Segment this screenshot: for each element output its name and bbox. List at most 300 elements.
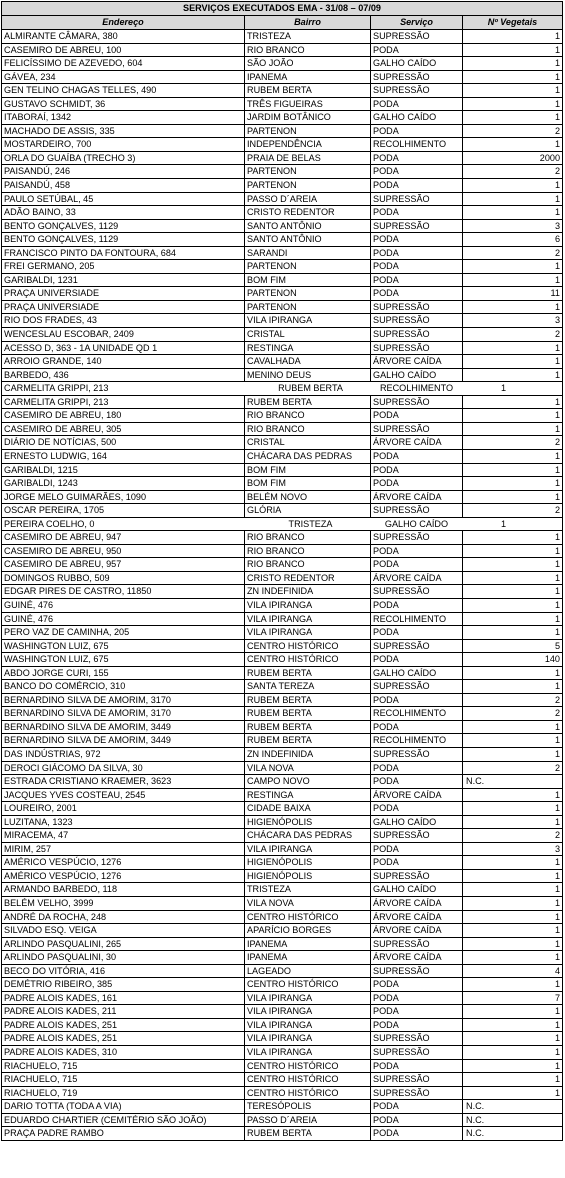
table-row: [2, 734, 562, 748]
cell-bairro: RESTINGA: [245, 789, 371, 802]
cell-endereco: DEROCI GIÁCOMO DA SILVA, 30: [2, 762, 245, 775]
cell-servico: SUPRESSÃO: [371, 585, 463, 598]
cell-endereco: BERNARDINO SILVA DE AMORIM, 3449: [2, 734, 245, 747]
table-row: [2, 599, 562, 613]
table-row: [2, 355, 562, 369]
cell-servico: ÁRVORE CAÍDA: [371, 924, 463, 937]
table-row: [2, 721, 562, 735]
cell-endereco: PRAÇA UNIVERSIADE: [2, 301, 245, 314]
cell-bairro: CENTRO HISTÓRICO: [245, 1060, 371, 1073]
services-table: [1, 1, 563, 1141]
cell-endereco: BENTO GONÇALVES, 1129: [2, 220, 245, 233]
cell-vegetais: 1: [554, 938, 560, 949]
cell-servico: ÁRVORE CAÍDA: [371, 355, 463, 368]
table-row: [2, 138, 562, 152]
cell-bairro: PRAIA DE BELAS: [245, 152, 371, 165]
table-row: [2, 680, 562, 694]
header-endereco: Endereço: [2, 16, 245, 29]
cell-bairro: CRISTAL: [245, 328, 371, 341]
table-row: [2, 856, 562, 870]
table-row: [2, 84, 562, 98]
cell-servico: SUPRESSÃO: [371, 396, 463, 409]
cell-bairro: VILA IPIRANGA: [245, 992, 371, 1005]
cell-bairro: RUBEM BERTA: [245, 721, 371, 734]
table-row: [2, 789, 562, 803]
cell-servico: SUPRESSÃO: [371, 640, 463, 653]
cell-servico: PODA: [371, 1114, 463, 1127]
cell-servico: SUPRESSÃO: [371, 504, 463, 517]
cell-servico: PODA: [371, 409, 463, 422]
cell-bairro: VILA IPIRANGA: [245, 599, 371, 612]
cell-endereco: DOMINGOS RUBBO, 509: [2, 572, 245, 585]
table-row: [2, 762, 562, 776]
cell-bairro: APARÍCIO BORGES: [245, 924, 371, 937]
cell-bairro: RIO BRANCO: [245, 423, 371, 436]
cell-vegetais: 1: [554, 71, 560, 82]
cell-vegetais: 2: [554, 762, 560, 773]
table-row: [2, 314, 562, 328]
cell-vegetais: 1: [554, 627, 560, 638]
cell-servico: SUPRESSÃO: [371, 328, 463, 341]
cell-bairro: HIGIENÓPOLIS: [245, 816, 371, 829]
cell-servico: PODA: [371, 125, 463, 138]
cell-bairro: VILA NOVA: [245, 762, 371, 775]
table-row: [2, 531, 562, 545]
cell-endereco: GUINÉ, 476: [2, 599, 245, 612]
cell-endereco: MACHADO DE ASSIS, 335: [2, 125, 245, 138]
cell-vegetais: 1: [554, 1047, 560, 1058]
cell-vegetais: 2000: [539, 152, 560, 163]
table-title: SERVIÇOS EXECUTADOS EMA - 31/08 – 07/09: [2, 2, 562, 16]
table-row: [2, 924, 562, 938]
cell-endereco: BERNARDINO SILVA DE AMORIM, 3170: [2, 694, 245, 707]
cell-endereco: PADRE ALOIS KADES, 251: [2, 1032, 245, 1045]
cell-vegetais: N.C.: [466, 776, 485, 787]
table-body: [2, 30, 562, 1141]
cell-bairro: RUBEM BERTA: [245, 694, 371, 707]
cell-servico: SUPRESSÃO: [371, 829, 463, 842]
cell-bairro: RUBEM BERTA: [245, 84, 371, 97]
cell-bairro: PARTENON: [245, 125, 371, 138]
cell-endereco: PAULO SETÚBAL, 45: [2, 193, 245, 206]
cell-bairro: BELÉM NOVO: [245, 491, 371, 504]
cell-endereco: CASEMIRO DE ABREU, 180: [2, 409, 245, 422]
cell-servico: PODA: [371, 843, 463, 856]
cell-bairro: PARTENON: [245, 287, 371, 300]
cell-endereco: BELÉM VELHO, 3999: [2, 897, 245, 910]
cell-endereco: DARIO TOTTA (TODA A VIA): [2, 1100, 245, 1113]
table-row: [2, 233, 562, 247]
table-row: [2, 30, 562, 44]
cell-vegetais: 1: [554, 681, 560, 692]
cell-servico: PODA: [371, 247, 463, 260]
cell-vegetais: 1: [554, 396, 560, 407]
header-bairro: Bairro: [245, 16, 371, 29]
table-row: [2, 382, 562, 396]
table-row: [2, 1073, 562, 1087]
table-row: [2, 111, 562, 125]
cell-vegetais: 1: [554, 31, 560, 41]
cell-servico: SUPRESSÃO: [371, 84, 463, 97]
cell-endereco: ORLA DO GUAÍBA (TRECHO 3): [2, 152, 245, 165]
cell-vegetais: 1: [554, 274, 560, 285]
cell-servico: PODA: [371, 1019, 463, 1032]
table-row: [2, 802, 562, 816]
cell-endereco: FRANCISCO PINTO DA FONTOURA, 684: [2, 247, 245, 260]
cell-bairro: RIO BRANCO: [245, 545, 371, 558]
cell-endereco: MIRACEMA, 47: [2, 829, 245, 842]
cell-servico: PODA: [371, 1127, 463, 1140]
cell-vegetais: 1: [554, 857, 560, 868]
cell-servico: PODA: [371, 477, 463, 490]
cell-vegetais: 1: [554, 112, 560, 123]
cell-bairro: RIO BRANCO: [245, 531, 371, 544]
cell-vegetais: N.C.: [466, 1101, 485, 1112]
cell-vegetais: 1: [554, 301, 560, 312]
cell-bairro: CAVALHADA: [245, 355, 371, 368]
cell-vegetais: 1: [554, 44, 560, 55]
table-row: [2, 464, 562, 478]
cell-bairro: PARTENON: [245, 301, 371, 314]
table-row: [2, 491, 562, 505]
cell-bairro: SARANDI: [245, 247, 371, 260]
cell-vegetais: 11: [550, 288, 560, 299]
cell-endereco: EDGAR PIRES DE CASTRO, 11850: [2, 585, 245, 598]
cell-endereco: CARMELITA GRIPPI, 213: [2, 396, 245, 409]
cell-vegetais: 1: [554, 98, 560, 109]
cell-endereco: PAISANDÚ, 458: [2, 179, 245, 192]
cell-bairro: RIO BRANCO: [245, 558, 371, 571]
table-row: [2, 951, 562, 965]
table-row: [2, 626, 562, 640]
table-row: [2, 816, 562, 830]
cell-servico: SUPRESSÃO: [371, 1032, 463, 1045]
table-row: [2, 870, 562, 884]
cell-vegetais: 3: [554, 220, 560, 231]
table-row: [2, 423, 562, 437]
table-row: [2, 694, 562, 708]
cell-endereco: CASEMIRO DE ABREU, 100: [2, 44, 245, 57]
cell-bairro: GLÓRIA: [245, 504, 371, 517]
cell-bairro: RUBEM BERTA: [245, 667, 371, 680]
cell-bairro: RUBEM BERTA: [278, 383, 343, 394]
cell-vegetais: 2: [554, 247, 560, 258]
cell-vegetais: 1: [554, 545, 560, 556]
cell-vegetais: 1: [554, 559, 560, 570]
table-row: [2, 653, 562, 667]
cell-vegetais: 2: [554, 708, 560, 719]
table-row: [2, 897, 562, 911]
cell-servico: SUPRESSÃO: [371, 314, 463, 327]
table-row: [2, 1019, 562, 1033]
cell-endereco: PADRE ALOIS KADES, 211: [2, 1005, 245, 1018]
cell-bairro: SANTA TEREZA: [245, 680, 371, 693]
cell-servico: SUPRESSÃO: [371, 301, 463, 314]
cell-servico: PODA: [371, 1100, 463, 1113]
cell-servico: PODA: [371, 464, 463, 477]
cell-endereco: ANDRÉ DA ROCHA, 248: [2, 911, 245, 924]
cell-servico: SUPRESSÃO: [371, 342, 463, 355]
header-servico: Serviço: [371, 16, 463, 29]
cell-endereco: ARROIO GRANDE, 140: [2, 355, 245, 368]
table-row: [2, 1060, 562, 1074]
table-row: [2, 247, 562, 261]
cell-endereco: FELICÍSSIMO DE AZEVEDO, 604: [2, 57, 245, 70]
cell-servico: PODA: [371, 694, 463, 707]
cell-endereco: DEMÉTRIO RIBEIRO, 385: [2, 978, 245, 991]
cell-endereco: PERO VAZ DE CAMINHA, 205: [2, 626, 245, 639]
cell-endereco: CARMELITA GRIPPI, 213: [4, 383, 109, 394]
table-row: [2, 978, 562, 992]
cell-endereco: AMÉRICO VESPÚCIO, 1276: [2, 856, 245, 869]
cell-servico: ÁRVORE CAÍDA: [371, 897, 463, 910]
table-row: [2, 342, 562, 356]
cell-bairro: VILA IPIRANGA: [245, 1005, 371, 1018]
cell-bairro: CRISTO REDENTOR: [245, 206, 371, 219]
table-row: [2, 843, 562, 857]
cell-endereco: LUZITANA, 1323: [2, 816, 245, 829]
cell-bairro: TRÊS FIGUEIRAS: [245, 98, 371, 111]
cell-servico: PODA: [371, 287, 463, 300]
cell-endereco: MIRIM, 257: [2, 843, 245, 856]
cell-bairro: VILA IPIRANGA: [245, 613, 371, 626]
cell-vegetais: 1: [554, 803, 560, 814]
table-row: [2, 287, 562, 301]
table-row: [2, 220, 562, 234]
cell-vegetais: 1: [554, 911, 560, 922]
table-row: [2, 98, 562, 112]
cell-bairro: IPANEMA: [245, 951, 371, 964]
cell-vegetais: 1: [554, 599, 560, 610]
cell-servico: PODA: [371, 626, 463, 639]
cell-vegetais: 1: [554, 478, 560, 489]
cell-endereco: ABDO JORGE CURI, 155: [2, 667, 245, 680]
cell-endereco: PEREIRA COELHO, 0: [4, 518, 95, 529]
cell-endereco: ADÃO BAINO, 33: [2, 206, 245, 219]
table-row: [2, 1046, 562, 1060]
cell-vegetais: 1: [554, 423, 560, 434]
cell-servico: SUPRESSÃO: [371, 938, 463, 951]
cell-vegetais: 1: [501, 383, 507, 394]
cell-endereco: RIACHUELO, 715: [2, 1060, 245, 1073]
cell-endereco: BERNARDINO SILVA DE AMORIM, 3449: [2, 721, 245, 734]
cell-servico: ÁRVORE CAÍDA: [371, 951, 463, 964]
cell-vegetais: 1: [554, 1087, 560, 1098]
cell-endereco: LOUREIRO, 2001: [2, 802, 245, 815]
cell-bairro: RESTINGA: [245, 342, 371, 355]
cell-bairro: VILA IPIRANGA: [245, 1046, 371, 1059]
table-row: [2, 328, 562, 342]
cell-servico: RECOLHIMENTO: [371, 707, 463, 720]
cell-vegetais: 140: [544, 654, 560, 665]
cell-vegetais: 1: [554, 180, 560, 191]
cell-bairro: SÃO JOÃO: [245, 57, 371, 70]
cell-servico: SUPRESSÃO: [371, 531, 463, 544]
cell-endereco: CASEMIRO DE ABREU, 957: [2, 558, 245, 571]
cell-servico: PODA: [371, 44, 463, 57]
cell-vegetais: 1: [554, 85, 560, 96]
cell-endereco: PAISANDÚ, 246: [2, 165, 245, 178]
cell-vegetais: 1: [554, 1074, 560, 1085]
cell-servico: SUPRESSÃO: [371, 30, 463, 43]
cell-endereco: GEN TELINO CHAGAS TELLES, 490: [2, 84, 245, 97]
table-row: [2, 193, 562, 207]
cell-servico: SUPRESSÃO: [371, 1087, 463, 1100]
cell-vegetais: 1: [554, 58, 560, 69]
cell-servico: GALHO CAÍDO: [371, 883, 463, 896]
cell-bairro: VILA IPIRANGA: [245, 1032, 371, 1045]
table-row: [2, 206, 562, 220]
cell-servico: GALHO CAÍDO: [371, 57, 463, 70]
cell-endereco: RIACHUELO, 719: [2, 1087, 245, 1100]
cell-servico: GALHO CAÍDO: [371, 111, 463, 124]
cell-servico: PODA: [371, 274, 463, 287]
cell-vegetais: 1: [554, 1019, 560, 1030]
cell-bairro: TRISTEZA: [245, 883, 371, 896]
cell-bairro: RUBEM BERTA: [245, 396, 371, 409]
cell-vegetais: 3: [554, 315, 560, 326]
cell-bairro: BOM FIM: [245, 477, 371, 490]
cell-endereco: PADRE ALOIS KADES, 251: [2, 1019, 245, 1032]
cell-bairro: CENTRO HISTÓRICO: [245, 653, 371, 666]
cell-vegetais: 1: [554, 207, 560, 218]
cell-servico: ÁRVORE CAÍDA: [371, 572, 463, 585]
cell-vegetais: 2: [554, 437, 560, 448]
cell-endereco: ERNESTO LUDWIG, 164: [2, 450, 245, 463]
cell-bairro: VILA NOVA: [245, 897, 371, 910]
cell-vegetais: 1: [554, 870, 560, 881]
cell-endereco: OSCAR PEREIRA, 1705: [2, 504, 245, 517]
table-row: [2, 409, 562, 423]
cell-vegetais: 1: [554, 952, 560, 963]
cell-endereco: ITABORAÍ, 1342: [2, 111, 245, 124]
cell-bairro: PARTENON: [245, 260, 371, 273]
cell-bairro: RUBEM BERTA: [245, 734, 371, 747]
table-row: [2, 572, 562, 586]
cell-vegetais: 1: [554, 979, 560, 990]
cell-servico: PODA: [371, 233, 463, 246]
cell-servico: GALHO CAÍDO: [384, 518, 449, 529]
cell-vegetais: 1: [554, 369, 560, 380]
cell-bairro: CENTRO HISTÓRICO: [245, 978, 371, 991]
cell-endereco: CASEMIRO DE ABREU, 950: [2, 545, 245, 558]
cell-endereco: BARBEDO, 436: [2, 369, 245, 382]
cell-bairro: CENTRO HISTÓRICO: [245, 1073, 371, 1086]
cell-servico: PODA: [371, 450, 463, 463]
cell-bairro: TERESÓPOLIS: [245, 1100, 371, 1113]
cell-endereco: SILVADO ESQ. VEIGA: [2, 924, 245, 937]
table-row: [2, 707, 562, 721]
cell-servico: PODA: [371, 599, 463, 612]
cell-vegetais: 1: [554, 491, 560, 502]
table-row: [2, 558, 562, 572]
cell-servico: PODA: [371, 1005, 463, 1018]
cell-vegetais: 2: [554, 329, 560, 340]
table-row: [2, 518, 562, 532]
cell-bairro: BOM FIM: [245, 274, 371, 287]
cell-vegetais: 2: [554, 125, 560, 136]
cell-endereco: JORGE MELO GUIMARÃES, 1090: [2, 491, 245, 504]
table-row: [2, 301, 562, 315]
table-row: [2, 165, 562, 179]
cell-vegetais: 6: [554, 234, 560, 245]
cell-bairro: VILA IPIRANGA: [245, 1019, 371, 1032]
cell-servico: PODA: [371, 165, 463, 178]
table-row: [2, 396, 562, 410]
table-row: [2, 613, 562, 627]
cell-servico: PODA: [371, 558, 463, 571]
cell-vegetais: 1: [554, 356, 560, 367]
cell-servico: PODA: [371, 721, 463, 734]
cell-servico: SUPRESSÃO: [371, 423, 463, 436]
cell-vegetais: 1: [554, 586, 560, 597]
cell-endereco: GÁVEA, 234: [2, 71, 245, 84]
cell-endereco: RIO DOS FRADES, 43: [2, 314, 245, 327]
cell-endereco: PRAÇA UNIVERSIADE: [2, 287, 245, 300]
header-vegetais: Nº Vegetais: [487, 17, 538, 27]
table-row: [2, 1005, 562, 1019]
cell-vegetais: 1: [554, 816, 560, 827]
cell-vegetais: 1: [554, 1060, 560, 1071]
cell-servico: PODA: [371, 856, 463, 869]
cell-endereco: GARIBALDI, 1243: [2, 477, 245, 490]
table-row: [2, 640, 562, 654]
cell-vegetais: 1: [554, 613, 560, 624]
cell-endereco: GUSTAVO SCHMIDT, 36: [2, 98, 245, 111]
cell-vegetais: 2: [554, 505, 560, 516]
table-row: [2, 1114, 562, 1128]
cell-endereco: JACQUES YVES COSTEAU, 2545: [2, 789, 245, 802]
cell-endereco: GUINÉ, 476: [2, 613, 245, 626]
cell-servico: SUPRESSÃO: [371, 193, 463, 206]
cell-bairro: LAGEADO: [245, 965, 371, 978]
table-row: [2, 504, 562, 518]
cell-vegetais: 2: [554, 830, 560, 841]
cell-bairro: VILA IPIRANGA: [245, 626, 371, 639]
cell-bairro: PARTENON: [245, 179, 371, 192]
cell-bairro: SANTO ANTÔNIO: [245, 220, 371, 233]
cell-endereco: PADRE ALOIS KADES, 310: [2, 1046, 245, 1059]
table-row: [2, 274, 562, 288]
cell-vegetais: 1: [554, 261, 560, 272]
cell-vegetais: 1: [554, 898, 560, 908]
cell-servico: GALHO CAÍDO: [371, 816, 463, 829]
cell-vegetais: 1: [554, 721, 560, 732]
cell-vegetais: 1: [554, 925, 560, 936]
table-row: [2, 965, 562, 979]
cell-bairro: CAMPO NOVO: [245, 775, 371, 788]
cell-servico: ÁRVORE CAÍDA: [371, 911, 463, 924]
cell-vegetais: 2: [554, 166, 560, 177]
table-row: [2, 585, 562, 599]
cell-bairro: CENTRO HISTÓRICO: [245, 640, 371, 653]
cell-bairro: CHÁCARA DAS PEDRAS: [245, 450, 371, 463]
cell-servico: PODA: [371, 98, 463, 111]
cell-servico: PODA: [371, 992, 463, 1005]
cell-endereco: BENTO GONÇALVES, 1129: [2, 233, 245, 246]
cell-endereco: EDUARDO CHARTIER (CEMITÉRIO SÃO JOÃO): [2, 1114, 245, 1127]
cell-endereco: ESTRADA CRISTIANO KRAEMER, 3623: [2, 775, 245, 788]
cell-servico: PODA: [371, 802, 463, 815]
cell-endereco: GARIBALDI, 1231: [2, 274, 245, 287]
cell-bairro: JARDIM BOTÂNICO: [245, 111, 371, 124]
cell-bairro: RUBEM BERTA: [245, 707, 371, 720]
cell-bairro: BOM FIM: [245, 464, 371, 477]
cell-vegetais: 1: [554, 342, 560, 353]
table-row: [2, 748, 562, 762]
cell-vegetais: 1: [554, 667, 560, 678]
cell-endereco: PRAÇA PADRE RAMBO: [2, 1127, 245, 1140]
